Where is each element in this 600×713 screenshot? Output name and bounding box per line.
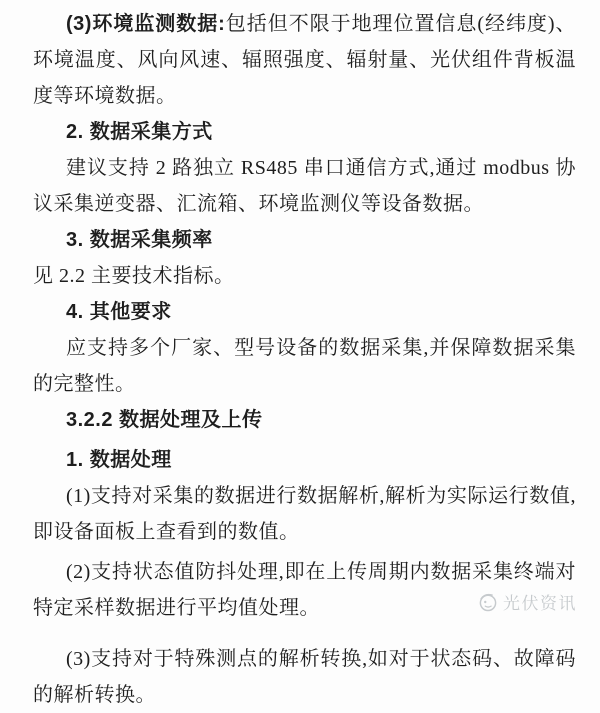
heading-other-requirements: 4. 其他要求: [66, 301, 172, 323]
heading-data-processing: 1. 数据处理: [66, 449, 172, 471]
watermark-pv-news: [477, 589, 577, 614]
paragraph-env-monitor-data: [33, 6, 576, 114]
watermark-label: 光伏资讯: [503, 594, 577, 613]
paragraph-lead-bold: (3)环境监测数据:: [66, 13, 226, 35]
heading-data-collection-frequency: 3. 数据采集频率: [66, 229, 213, 251]
pv-news-logo-icon: [477, 591, 499, 613]
paragraph-multi-vendor: 应支持多个厂家、型号设备的数据采集,并保障数据采集的完整性。: [33, 337, 576, 395]
paragraph-special-points: (3)支持对于特殊测点的解析转换,如对于状态码、故障码的解析转换。: [33, 648, 576, 706]
heading-section-3-2-2: 3.2.2 数据处理及上传: [66, 409, 263, 431]
heading-data-collection-method: 2. 数据采集方式: [66, 121, 213, 143]
paragraph-data-parsing: (1)支持对采集的数据进行数据解析,解析为实际运行数值,即设备面板上查看到的数值。: [33, 485, 576, 543]
paragraph-text: 包括但不限于地理位置信息(经纬度)、环境温度、风向风速、辐照强度、辐射量、光伏组件背板温度等环境数据。: [33, 13, 576, 107]
paragraph-debounce: (2)支持状态值防抖处理,即在上传周期内数据采集终端对特定采样数据进行平均值处理。: [33, 561, 576, 619]
paragraph-see-tech-spec: 见 2.2 主要技术指标。: [33, 265, 235, 287]
paragraph-communication: 建议支持 2 路独立 RS485 串口通信方式,通过 modbus 协议采集逆变器、汇流箱、环境监测仪等设备数据。: [33, 157, 576, 215]
